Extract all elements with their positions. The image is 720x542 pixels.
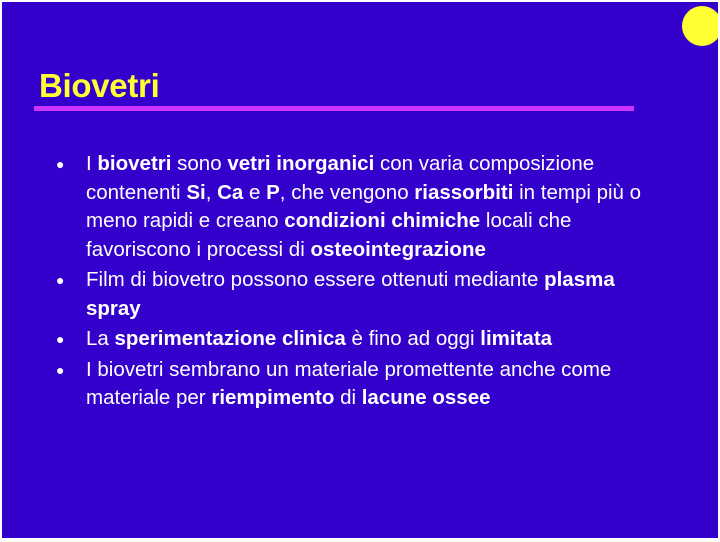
bold-term: P bbox=[266, 180, 280, 204]
bullet-dot-icon: ● bbox=[56, 272, 65, 288]
text-segment: e bbox=[243, 180, 267, 204]
bullet-dot-icon: ● bbox=[56, 361, 65, 378]
text-segment: in tempi più o meno rapidi e creano bbox=[86, 180, 642, 232]
text-segment: Film di biovetro possono essere ottenuti mediante bbox=[86, 268, 545, 291]
bold-term: riassorbiti bbox=[414, 180, 514, 204]
text-segment: con varia composizione contenenti bbox=[86, 152, 595, 204]
title-underline bbox=[34, 106, 634, 111]
bullet-dot-icon: ● bbox=[56, 156, 65, 172]
bold-term: osteointegrazione bbox=[310, 237, 486, 261]
slide-title: Biovetri bbox=[39, 67, 160, 104]
bold-term: riempimento bbox=[211, 386, 335, 409]
bold-term: sperimentazione clinica bbox=[114, 327, 346, 350]
bold-term: Ca bbox=[217, 180, 244, 204]
text-segment: La bbox=[86, 327, 115, 350]
bullet-text bbox=[86, 358, 611, 410]
bold-term: Si bbox=[186, 180, 206, 204]
bullet-item bbox=[52, 150, 652, 264]
text-segment: , che vengono bbox=[279, 180, 415, 204]
text-segment: di bbox=[334, 386, 362, 409]
bullet-item bbox=[52, 356, 652, 413]
corner-decoration-dot bbox=[682, 6, 718, 46]
bold-term: biovetri bbox=[97, 152, 172, 175]
text-segment: è fino ad oggi bbox=[345, 327, 481, 350]
bullet-item bbox=[52, 266, 652, 323]
bold-term: condizioni chimiche bbox=[284, 209, 481, 232]
text-segment: I bbox=[86, 152, 98, 175]
bullet-text bbox=[86, 327, 552, 350]
bullet-item bbox=[52, 325, 652, 354]
bullet-dot-icon: ● bbox=[56, 331, 65, 347]
text-segment: , bbox=[205, 180, 218, 204]
text-segment: sono bbox=[171, 152, 228, 175]
bold-term: limitata bbox=[480, 327, 553, 350]
slide bbox=[2, 2, 718, 538]
bold-term: plasma spray bbox=[86, 268, 615, 320]
bullet-text bbox=[86, 268, 615, 320]
text-segment: I biovetri sembrano un materiale promettente anche come materiale per bbox=[86, 357, 612, 409]
bullet-list bbox=[52, 150, 652, 415]
bold-term: vetri inorganici bbox=[227, 152, 375, 175]
text-segment: locali che favoriscono i processi di bbox=[86, 209, 572, 261]
bold-term: lacune ossee bbox=[361, 386, 491, 409]
bullet-text bbox=[86, 152, 641, 261]
